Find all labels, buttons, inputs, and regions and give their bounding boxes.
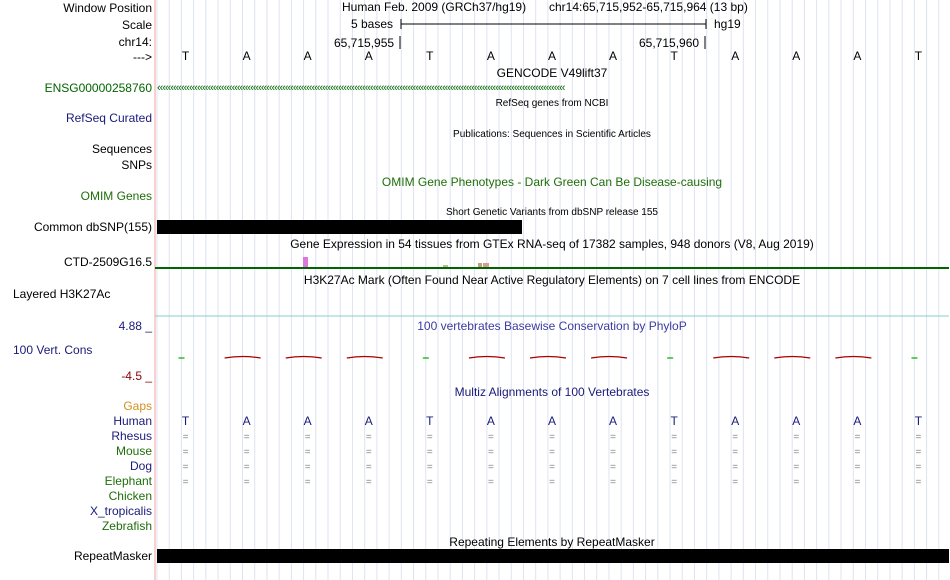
alignment-match: = — [732, 447, 739, 458]
alignment-match: = — [915, 447, 922, 458]
multiz-title: Multiz Alignments of 100 Vertebrates — [454, 385, 650, 399]
coord-left: 65,715,955 — [334, 36, 395, 50]
alignment-match: = — [365, 432, 372, 443]
alignment-match: = — [610, 477, 616, 488]
repeatmasker-bar — [157, 549, 949, 563]
refseq-title: RefSeq genes from NCBI — [495, 98, 609, 109]
alignment-match: = — [549, 477, 555, 488]
species-label[interactable]: Mouse — [115, 444, 152, 458]
base-letter: A — [609, 49, 618, 63]
h3k27ac-label[interactable]: Layered H3K27Ac — [13, 287, 111, 301]
alignment-match: = — [793, 447, 800, 458]
alignment-match: = — [488, 432, 494, 443]
omim-title: OMIM Gene Phenotypes - Dark Green Can Be Disease-causing — [381, 175, 723, 189]
species-label[interactable]: Chicken — [108, 489, 152, 503]
human-base: A — [731, 414, 740, 428]
alignment-match: = — [549, 447, 555, 458]
omim-label[interactable]: OMIM Genes — [80, 189, 152, 203]
coord-right: 65,715,960 — [639, 36, 700, 50]
gaps-label: Gaps — [123, 399, 152, 413]
alignment-match: = — [793, 477, 800, 488]
alignment-match: = — [243, 432, 250, 443]
alignment-match: = — [488, 477, 494, 488]
base-letter: A — [731, 49, 740, 63]
base-letter: A — [547, 49, 556, 63]
repeatmasker-title: Repeating Elements by RepeatMasker — [449, 535, 655, 549]
base-letter: T — [181, 49, 190, 63]
scale-db: hg19 — [714, 17, 741, 31]
human-base: A — [792, 414, 801, 428]
alignment-match: = — [732, 432, 739, 443]
alignment-match: = — [243, 447, 250, 458]
human-base: T — [426, 414, 434, 428]
alignment-match: = — [182, 462, 189, 473]
alignment-match: = — [610, 462, 616, 473]
conservation-title: 100 vertebrates Basewise Conservation by PhyloP — [417, 319, 687, 333]
base-letter: A — [853, 49, 862, 63]
species-label[interactable]: Human — [113, 414, 152, 428]
alignment-match: = — [182, 432, 189, 443]
alignment-match: = — [671, 447, 678, 458]
alignment-match: = — [732, 477, 739, 488]
base-letter: A — [303, 49, 312, 63]
species-label[interactable]: Elephant — [104, 474, 152, 488]
h3k27ac-title: H3K27Ac Mark (Often Found Near Active Regulatory Elements) on 7 cell lines from ENCODE — [303, 273, 801, 287]
alignment-match: = — [426, 462, 433, 473]
conservation-label[interactable]: 100 Vert. Cons — [13, 343, 93, 357]
base-letter: A — [486, 49, 495, 63]
alignment-match: = — [426, 477, 433, 488]
alignment-match: = — [304, 477, 311, 488]
human-base: A — [486, 414, 495, 428]
alignment-match: = — [182, 477, 189, 488]
base-letter: A — [792, 49, 801, 63]
alignment-match: = — [304, 432, 311, 443]
human-base: A — [242, 414, 251, 428]
conservation-max: 4.88 _ — [118, 319, 152, 333]
alignment-match: = — [732, 462, 739, 473]
alignment-match: = — [610, 447, 616, 458]
species-label[interactable]: Rhesus — [111, 429, 152, 443]
alignment-match: = — [488, 462, 494, 473]
alignment-match: = — [182, 447, 189, 458]
human-base: T — [181, 414, 190, 428]
alignment-match: = — [365, 477, 372, 488]
base-letter: T — [426, 49, 434, 63]
alignment-match: = — [671, 432, 678, 443]
refseq-label[interactable]: RefSeq Curated — [65, 111, 152, 125]
alignment-match: = — [549, 432, 555, 443]
repeatmasker-label[interactable]: RepeatMasker — [73, 549, 152, 563]
human-base: A — [609, 414, 618, 428]
assembly-text: Human Feb. 2009 (GRCh37/hg19) — [342, 0, 527, 14]
conservation-min: -4.5 _ — [121, 369, 152, 383]
gencode-gene-label[interactable]: ENSG00000258760 — [44, 81, 152, 95]
species-label[interactable]: Zebrafish — [101, 519, 152, 533]
alignment-match: = — [793, 462, 800, 473]
alignment-match: = — [854, 432, 861, 443]
sequences-label[interactable]: Sequences — [91, 142, 152, 156]
gencode-title: GENCODE V49lift37 — [496, 66, 608, 80]
alignment-match: = — [488, 447, 494, 458]
alignment-match: = — [793, 432, 800, 443]
human-base: T — [914, 414, 923, 428]
base-letter: T — [670, 49, 678, 63]
human-base: A — [303, 414, 312, 428]
alignment-match: = — [365, 447, 372, 458]
alignment-match: = — [610, 432, 616, 443]
alignment-match: = — [854, 462, 861, 473]
scale-label: Scale — [121, 18, 152, 32]
alignment-match: = — [426, 447, 433, 458]
gtex-bar-pink — [303, 257, 308, 267]
publications-title: Publications: Sequences in Scientific Articles — [453, 129, 651, 140]
dbsnp-label[interactable]: Common dbSNP(155) — [33, 220, 152, 234]
alignment-match: = — [243, 462, 250, 473]
alignment-match: = — [365, 462, 372, 473]
gtex-bar-small — [478, 263, 482, 267]
alignment-match: = — [915, 462, 922, 473]
dbsnp-title: Short Genetic Variants from dbSNP release 155 — [446, 207, 658, 218]
alignment-match: = — [426, 432, 433, 443]
gtex-bar-small — [443, 265, 448, 267]
alignment-match: = — [304, 447, 311, 458]
dbsnp-bar — [157, 220, 522, 234]
alignment-match: = — [549, 462, 555, 473]
gencode-gene-arrows[interactable]: ‹‹‹‹‹‹‹‹‹‹‹‹‹‹‹‹‹‹‹‹‹‹‹‹‹‹‹‹‹‹‹‹‹‹‹‹‹‹‹‹‹‹‹‹‹‹‹‹‹‹‹‹‹‹‹‹‹‹‹‹‹‹‹‹‹‹‹‹‹‹‹‹‹‹‹‹‹‹‹‹‹‹‹‹‹‹‹‹‹‹‹‹‹‹‹‹‹‹‹‹‹‹‹‹‹‹‹‹‹‹‹‹‹‹‹‹‹‹‹‹‹‹‹‹‹‹‹‹‹‹‹‹‹‹‹‹‹‹‹‹‹‹‹‹‹‹‹‹‹‹‹‹‹ — [157, 82, 565, 94]
human-base: A — [547, 414, 556, 428]
snps-label[interactable]: SNPs — [121, 158, 152, 172]
alignment-match: = — [854, 447, 861, 458]
alignment-match: = — [915, 432, 922, 443]
alignment-match: = — [915, 477, 922, 488]
alignment-match: = — [671, 477, 678, 488]
gtex-gene-label[interactable]: CTD-2509G16.5 — [63, 255, 152, 269]
alignment-match: = — [243, 477, 250, 488]
position-text: chr14:65,715,952-65,715,964 (13 bp) — [549, 0, 748, 14]
alignment-match: = — [854, 477, 861, 488]
species-label[interactable]: Dog — [129, 459, 152, 473]
gtex-bar-small — [483, 263, 489, 267]
base-letter: A — [242, 49, 251, 63]
gtex-title: Gene Expression in 54 tissues from GTEx RNA-seq of 17382 samples, 948 donors (V8, Aug 2019) — [290, 237, 814, 251]
scale-text: 5 bases — [351, 17, 394, 31]
alignment-match: = — [671, 462, 678, 473]
window-position-label: Window Position — [63, 1, 152, 15]
human-base: A — [364, 414, 373, 428]
arrow-label: ---> — [133, 50, 152, 64]
alignment-match: = — [304, 462, 311, 473]
human-base: A — [853, 414, 862, 428]
base-letter: T — [914, 49, 923, 63]
base-letter: A — [364, 49, 373, 63]
species-label[interactable]: X_tropicalis — [89, 504, 152, 518]
human-base: T — [670, 414, 678, 428]
chrom-label: chr14: — [118, 35, 152, 49]
